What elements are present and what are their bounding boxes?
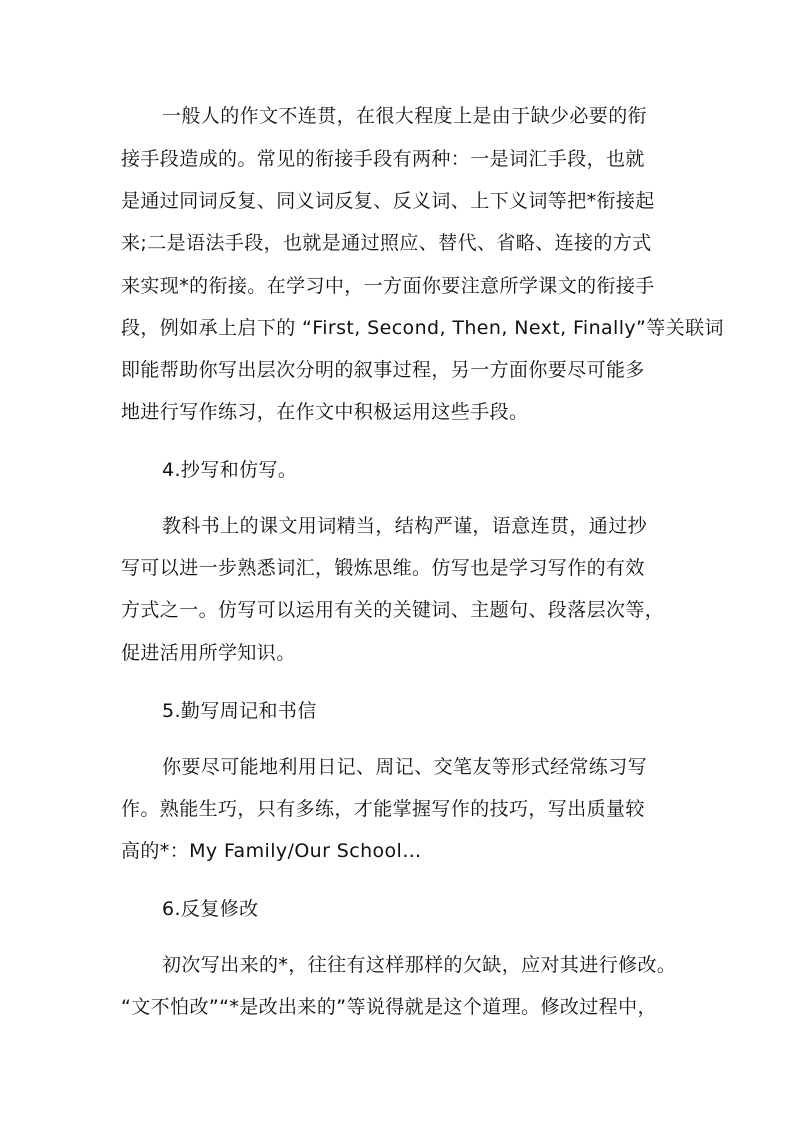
paragraph-line: 初次写出来的*，往往有这样那样的欠缺，应对其进行修改。 <box>162 954 677 976</box>
paragraph-line: 来;二是语法手段，也就是通过照应、替代、省略、连接的方式 <box>121 232 652 254</box>
section-heading: 4.抄写和仿写。 <box>162 459 298 481</box>
paragraph-line: 促进活用所学知识。 <box>121 642 296 664</box>
paragraph-line: 即能帮助你写出层次分明的叙事过程，另一方面你要尽可能多 <box>121 359 645 381</box>
paragraph-line: 作。熟能生巧，只有多练，才能掌握写作的技巧，写出质量较 <box>121 798 645 820</box>
paragraph-line: 段，例如承上启下的 “First, Second, Then, Next, Finally”等关联词 <box>121 317 724 339</box>
section-heading: 5.勤写周记和书信 <box>162 700 317 722</box>
paragraph-line: 来实现*的衔接。在学习中，一方面你要注意所学课文的衔接手 <box>121 275 655 297</box>
paragraph-line: “文不怕改”“*是改出来的”等说得就是这个道理。修改过程中， <box>121 996 657 1018</box>
paragraph-line: 是通过同词反复、同义词反复、反义词、上下义词等把*衔接起 <box>121 190 655 212</box>
paragraph-line: 接手段造成的。常见的衔接手段有两种：一是词汇手段，也就 <box>121 148 645 170</box>
paragraph-line: 一般人的作文不连贯，在很大程度上是由于缺少必要的衔 <box>162 105 648 127</box>
paragraph-line: 高的*：My Family/Our School… <box>121 840 422 862</box>
paragraph-line: 写可以进一步熟悉词汇，锻炼思维。仿写也是学习写作的有效 <box>121 557 645 579</box>
paragraph-line: 地进行写作练习，在作文中积极运用这些手段。 <box>121 401 529 423</box>
paragraph-line: 教科书上的课文用词精当，结构严谨，语意连贯，通过抄 <box>162 515 648 537</box>
paragraph-line: 方式之一。仿写可以运用有关的关键词、主题句、段落层次等， <box>121 599 665 621</box>
paragraph-line: 你要尽可能地利用日记、周记、交笔友等形式经常练习写 <box>162 756 648 778</box>
section-heading: 6.反复修改 <box>162 898 259 920</box>
